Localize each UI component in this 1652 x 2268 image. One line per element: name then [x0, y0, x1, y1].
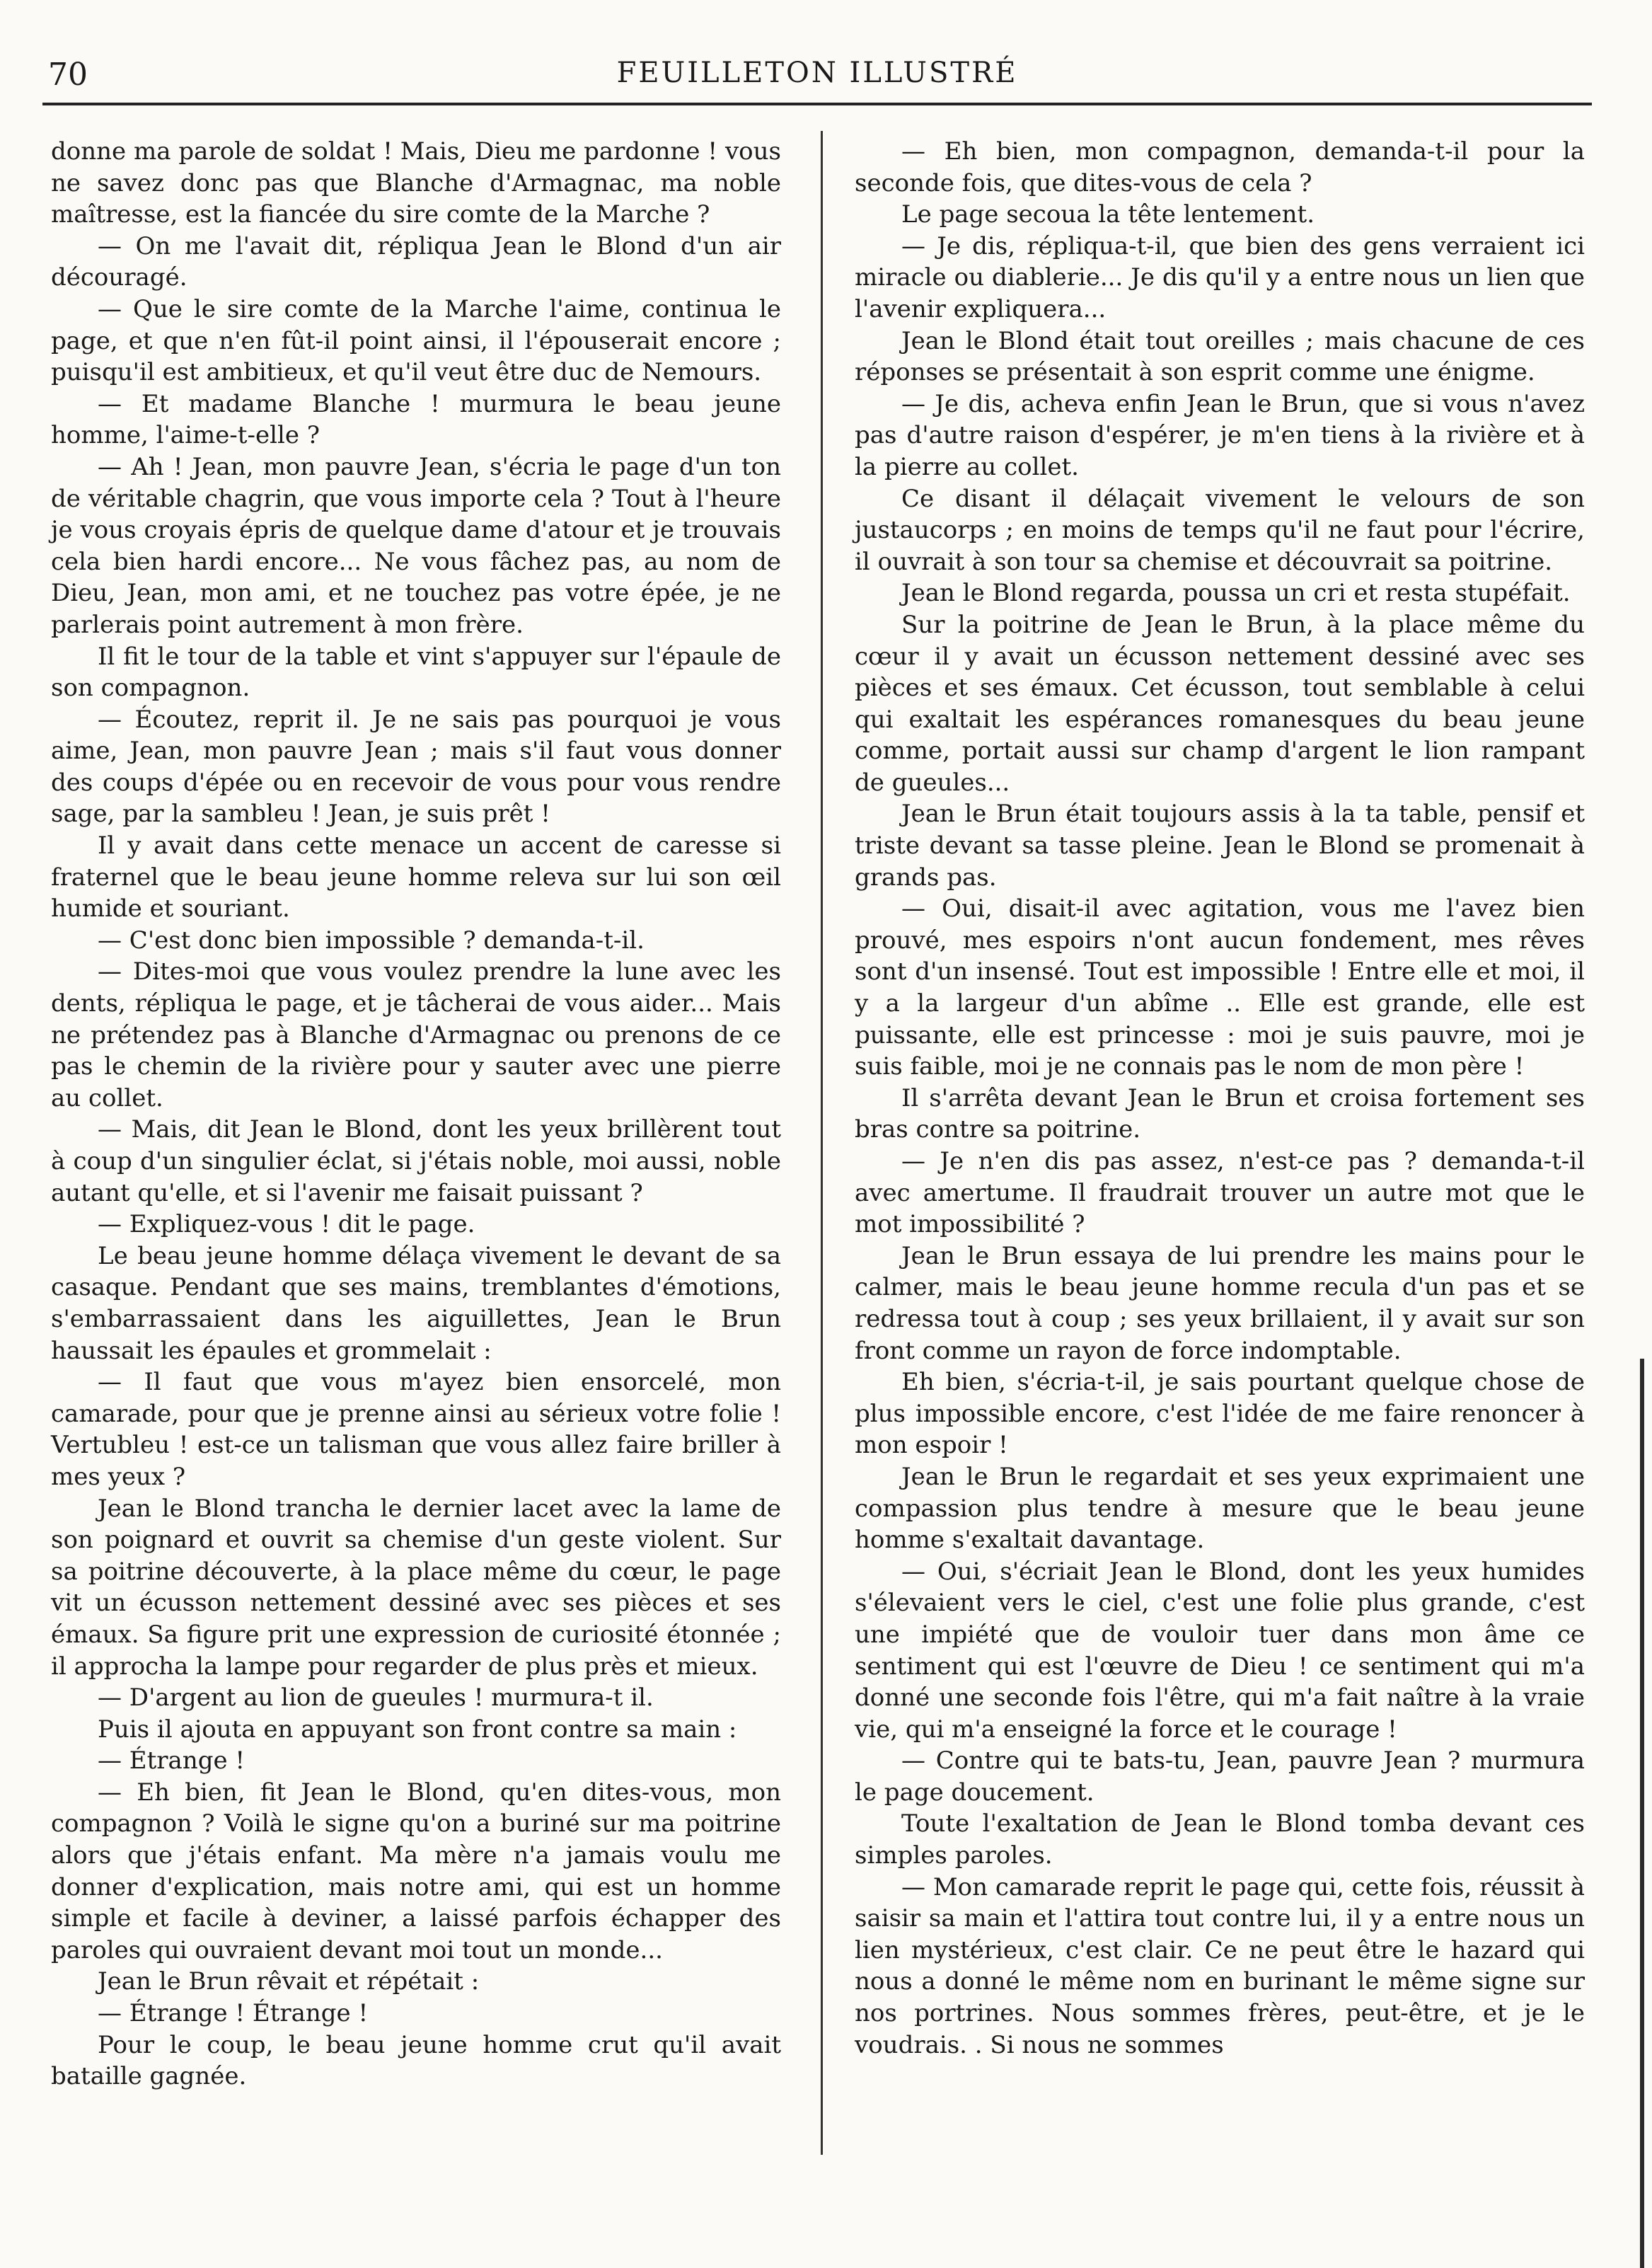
page-number: 70 [48, 57, 88, 93]
paragraph: — Mais, dit Jean le Blond, dont les yeux brillèrent tout à coup d'un singulier éclat, si j'étais noble, moi aussi, noble autant qu'elle, et si l'avenir me faisait puissant ? [51, 1115, 781, 1207]
paragraph: — Eh bien, mon compagnon, demanda-t-il pour la seconde fois, que dites-vous de cela ? [855, 137, 1585, 197]
paragraph: — Expliquez-vous ! dit le page. [98, 1210, 475, 1239]
page-edge-rule [1640, 1359, 1644, 2268]
paragraph: Jean le Brun essaya de lui prendre les mains pour le calmer, mais le beau jeune homme recula d'un pas et se redressa tout à coup ; ses yeux brillaient, il y avait sur son front comme un rayon de force indomptable. [855, 1241, 1585, 1365]
paragraph: Le page secoua la tête lentement. [901, 200, 1315, 229]
paragraph: — Oui, disait-il avec agitation, vous me l'avez bien prouvé, mes espoirs n'ont aucun fondement, mes rêves sont d'un insensé. Tout est impossible ! Entre elle et moi, il y a la largeur d'un abîme .. Elle est grande, elle est puissante, elle est princesse : moi je suis pauvre, moi je suis faible, moi je ne connais pas le nom de mon père ! [855, 894, 1585, 1081]
paragraph: Jean le Brun était toujours assis à la ta table, pensif et triste devant sa tasse pleine. Jean le Blond se promenait à grands pas. [855, 800, 1585, 892]
paragraph: — Que le sire comte de la Marche l'aime, continua le page, et que n'en fût-il point ainsi, il l'épouserait encore ; puisqu'il est ambitieux, et qu'il veut être duc de Nemours. [51, 294, 781, 387]
paragraph: Eh bien, s'écria-t-il, je sais pourtant quelque chose de plus impossible encore, c'est l'idée de me faire renoncer à mon espoir ! [855, 1368, 1585, 1460]
paragraph: — Oui, s'écriait Jean le Blond, dont les yeux humides s'élevaient vers le ciel, c'est une folie plus grande, c'est une impiété que de vouloir tuer dans mon âme ce sentiment qui est l'œuvre de Dieu ! ce sentiment qui m'a donné une seconde fois l'être, qui m'a fait naître à la vraie vie, qui m'a enseigné la force et le courage ! [855, 1557, 1585, 1744]
paragraph: — Il faut que vous m'ayez bien ensorcelé, mon camarade, pour que je prenne ainsi au sérieux votre folie ! Vertubleu ! est-ce un talisman que vous allez faire briller à mes yeux ? [51, 1368, 781, 1491]
paragraph: Il y avait dans cette menace un accent de caresse si fraternel que le beau jeune homme releva sur lui son œil humide et souriant. [51, 831, 781, 923]
paragraph: Jean le Brun rêvait et répétait : [98, 1967, 480, 1996]
header-rule [42, 103, 1592, 105]
paragraph: — On me l'avait dit, répliqua Jean le Blond d'un air découragé. [51, 231, 781, 292]
paragraph: — Contre qui te bats-tu, Jean, pauvre Jean ? murmura le page doucement. [855, 1746, 1585, 1807]
paragraph: Puis il ajouta en appuyant son front contre sa main : [98, 1715, 737, 1744]
paragraph: — Je n'en dis pas assez, n'est-ce pas ? demanda-t-il avec amertume. Il fraudrait trouver un autre mot que le mot impossibilité ? [855, 1147, 1585, 1239]
paragraph: Il fit le tour de la table et vint s'appuyer sur l'épaule de son compagnon. [51, 642, 781, 703]
column-divider [821, 131, 823, 2155]
paragraph: — D'argent au lion de gueules ! murmura-t il. [98, 1683, 654, 1712]
paragraph: Jean le Blond trancha le dernier lacet avec la lame de son poignard et ouvrit sa chemise d'un geste violent. Sur sa poitrine découverte, à la place même du cœur, le page vit un écusson nettement dessiné avec ses pièces et ses émaux. Sa figure prit une expression de curiosité étonnée ; il approcha la lampe pour regarder de plus près et mieux. [51, 1494, 781, 1681]
paragraph: — Je dis, répliqua-t-il, que bien des gens verraient ici miracle ou diablerie... Je dis qu'il y a entre nous un lien que l'avenir expliquera... [855, 231, 1585, 323]
paragraph: Jean le Blond regarda, poussa un cri et resta stupéfait. [901, 579, 1571, 608]
paragraph: — Eh bien, fit Jean le Blond, qu'en dites-vous, mon compagnon ? Voilà le signe qu'on a buriné sur ma poitrine alors que j'étais enfant. Ma mère n'a jamais voulu me donner d'explication, mais notre ami, qui est un homme simple et facile à deviner, a laissé parfois échapper des paroles qui ouvraient devant moi tout un monde... [51, 1778, 781, 1964]
paragraph: — Je dis, acheva enfin Jean le Brun, que si vous n'avez pas d'autre raison d'espérer, je m'en tiens à la rivière et à la pierre au collet. [855, 389, 1585, 481]
paragraph: Ce disant il délaçait vivement le velours de son justaucorps ; en moins de temps qu'il ne faut pour l'écrire, il ouvrait à son tour sa chemise et découvrait sa poitrine. [855, 484, 1585, 576]
paragraph: — Mon camarade reprit le page qui, cette fois, réussit à saisir sa main et l'attira tout contre lui, il y a entre nous un lien mystérieux, c'est clair. Ce ne peut être le hazard qui nous a donné le même nom en burinant le même signe sur nos portrines. Nous sommes frères, peut-être, et je le voudrais. . Si nous ne sommes [855, 1872, 1585, 2059]
paragraph: — Ah ! Jean, mon pauvre Jean, s'écria le page d'un ton de véritable chagrin, que vous importe cela ? Tout à l'heure je vous croyais épris de quelque dame d'atour et je trouvais cela bien hardi encore... Ne vous fâchez pas, au nom de Dieu, Jean, mon ami, et ne touchez pas votre épée, je ne parlerais point autrement à mon frère. [51, 452, 781, 639]
paragraph: Toute l'exaltation de Jean le Blond tomba devant ces simples paroles. [855, 1809, 1585, 1870]
running-title: FEUILLETON ILLUSTRÉ [616, 57, 1018, 89]
paragraph: — Étrange ! [98, 1746, 246, 1775]
left-column [51, 136, 781, 2093]
paragraph: — C'est donc bien impossible ? demanda-t-il. [98, 926, 645, 955]
paragraph: Sur la poitrine de Jean le Brun, à la place même du cœur il y avait un écusson nettement dessiné avec ses pièces et ses émaux. Cet écusson, tout semblable à celui qui exaltait les espérances romanesques du beau jeune comme, portait aussi sur champ d'argent le lion rampant de gueules... [855, 610, 1585, 797]
paragraph: — Dites-moi que vous voulez prendre la lune avec les dents, répliqua le page, et je tâcherai de vous aider... Mais ne prétendez pas à Blanche d'Armagnac ou prenons de ce pas le chemin de la rivière pour y sauter avec une pierre au collet. [51, 957, 781, 1112]
paragraph: — Étrange ! Étrange ! [98, 1999, 369, 2028]
page-header [42, 57, 1592, 99]
paragraph: Jean le Brun le regardait et ses yeux exprimaient une compassion plus tendre à mesure que le beau jeune homme s'exaltait davantage. [855, 1462, 1585, 1555]
paragraph: Pour le coup, le beau jeune homme crut qu'il avait bataille gagnée. [51, 2030, 781, 2091]
paragraph: — Et madame Blanche ! murmura le beau jeune homme, l'aime-t-elle ? [51, 389, 781, 450]
paragraph: donne ma parole de soldat ! Mais, Dieu me pardonne ! vous ne savez donc pas que Blanche d'Armagnac, ma noble maîtresse, est la fiancée du sire comte de la Marche ? [51, 137, 781, 229]
paragraph: — Écoutez, reprit il. Je ne sais pas pourquoi je vous aime, Jean, mon pauvre Jean ; mais s'il faut vous donner des coups d'épée ou en recevoir de vous pour vous rendre sage, par la sambleu ! Jean, je suis prêt ! [51, 705, 781, 829]
paragraph: Il s'arrêta devant Jean le Brun et croisa fortement ses bras contre sa poitrine. [855, 1083, 1585, 1144]
paragraph: Jean le Blond était tout oreilles ; mais chacune de ces réponses se présentait à son esprit comme une énigme. [855, 326, 1585, 387]
right-column [855, 136, 1585, 2061]
paragraph: Le beau jeune homme délaça vivement le devant de sa casaque. Pendant que ses mains, tremblantes d'émotions, s'embarrassaient dans les aiguillettes, Jean le Brun haussait les épaules et grommelait : [51, 1241, 781, 1365]
